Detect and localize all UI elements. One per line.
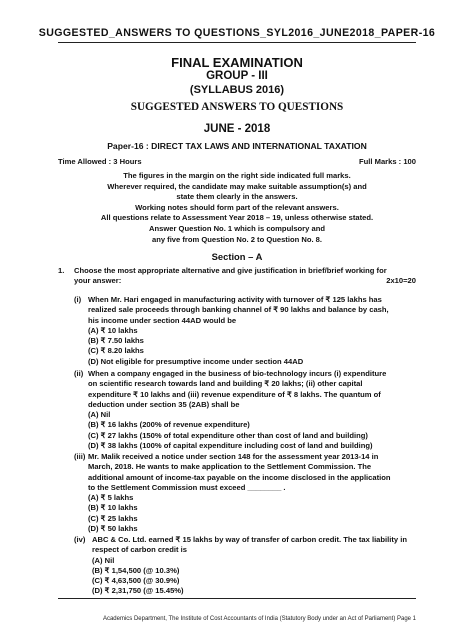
instruction-line: The figures in the margin on the right side indicated full marks. <box>123 171 351 180</box>
instruction-line: Wherever required, the candidate may make suitable assumption(s) and <box>107 181 367 191</box>
option-b: (B) ₹ 16 lakhs (200% of revenue expenditure) <box>88 420 250 430</box>
question-text-line: his income under section 44AD would be <box>88 315 237 325</box>
instruction-line: Answer Question No. 1 which is compulsory and <box>149 223 325 233</box>
exam-title: FINAL EXAMINATION <box>171 55 303 70</box>
option-a: (A) Nil <box>92 555 115 565</box>
time-allowed: Time Allowed : 3 Hours <box>58 157 142 166</box>
running-header: SUGGESTED_ANSWERS TO QUESTIONS_SYL2016_JUNE2018_PAPER-16 <box>38 27 436 39</box>
header-rule <box>58 42 416 43</box>
question-text-line: ABC & Co. Ltd. earned ₹ 15 lakhs by way of transfer of carbon credit. The tax liability in <box>92 535 407 544</box>
session-title: JUNE - 2018 <box>203 123 271 135</box>
sub-question-ii <box>88 369 386 451</box>
sub-question-i <box>88 295 389 367</box>
sub-question-iii <box>88 452 391 534</box>
option-d: (D) ₹ 50 lakhs <box>88 524 138 534</box>
instruction-line: state them clearly in the answers. <box>176 192 298 202</box>
question-text-line: to the Settlement Commission must exceed ________ . <box>88 482 286 492</box>
sub-question-number: (ii) <box>74 369 84 378</box>
option-a: (A) ₹ 10 lakhs <box>88 325 138 335</box>
option-b: (B) ₹ 10 lakhs <box>88 503 138 513</box>
option-b: (B) ₹ 1,54,500 (@ 10.3%) <box>92 565 180 575</box>
option-c: (C) ₹ 27 lakhs (150% of total expenditure other than cost of land and building) <box>88 430 368 440</box>
full-marks: Full Marks : 100 <box>359 157 416 166</box>
question-text-line: March, 2018. He wants to make application to the Settlement Commission. The <box>88 462 372 472</box>
question-text-line: realized sale proceeds through banking channel of ₹ 90 lakhs and balance by cash, <box>88 305 389 315</box>
syllabus-title: (SYLLABUS 2016) <box>189 84 285 96</box>
footer-rule <box>58 598 416 599</box>
sub-question-number: (i) <box>74 295 82 304</box>
page-footer: Academics Department, The Institute of Cost Accountants of India (Statutory Body under an Act of Parliament) Page 1 <box>102 616 416 622</box>
question-1-line-1: Choose the most appropriate alternative and give justification in brief/brief working for <box>74 266 387 275</box>
paper-title: Paper-16 : DIRECT TAX LAWS AND INTERNATIONAL TAXATION <box>107 141 367 151</box>
sub-question-number: (iii) <box>74 452 86 461</box>
option-d: (D) ₹ 2,31,750 (@ 15.45%) <box>92 586 184 596</box>
question-text-line: When Mr. Hari engaged in manufacturing activity with turnover of ₹ 125 lakhs has <box>88 295 382 304</box>
option-a: (A) ₹ 5 lakhs <box>88 493 134 503</box>
question-text-line: on scientific research towards land and building ₹ 20 lakhs; (ii) other capital <box>88 379 363 389</box>
sub-question-number: (iv) <box>74 535 86 544</box>
question-text-line: When a company engaged in the business of bio-technology incurs (i) expenditure <box>88 369 387 378</box>
option-a: (A) Nil <box>88 410 111 420</box>
question-text-line: expenditure ₹ 10 lakhs and (iii) revenue expenditure of ₹ 8 lakhs. The quantum of <box>88 389 381 399</box>
instruction-line: All questions relate to Assessment Year 2018 – 19, unless otherwise stated. <box>100 213 374 223</box>
question-1-line-2: your answer: <box>74 276 122 285</box>
question-text-line: Mr. Malik received a notice under section 148 for the assessment year 2013-14 in <box>88 452 379 461</box>
option-c: (C) ₹ 8.20 lakhs <box>88 346 144 356</box>
question-text-line: additional amount of income-tax payable on the income disclosed in the application <box>88 472 391 482</box>
question-number: 1. <box>58 266 65 275</box>
option-b: (B) ₹ 7.50 lakhs <box>88 336 144 346</box>
question-text-line: deduction under section 35 (2AB) shall be <box>88 399 240 409</box>
section-heading: Section – A <box>211 251 263 262</box>
sub-question-iv <box>92 535 407 597</box>
question-1-marks: 2x10=20 <box>386 276 416 285</box>
option-d: (D) ₹ 38 lakhs (100% of capital expenditure including cost of land and building) <box>88 441 373 451</box>
option-c: (C) ₹ 4,63,500 (@ 30.9%) <box>92 576 180 586</box>
question-text-line: respect of carbon credit is <box>92 545 187 555</box>
option-c: (C) ₹ 25 lakhs <box>88 513 138 523</box>
instructions <box>0 171 474 245</box>
option-d: (D) Not eligible for presumptive income under section 44AD <box>88 356 304 366</box>
group-title: GROUP - III <box>206 70 268 82</box>
suggested-answers-title: SUGGESTED ANSWERS TO QUESTIONS <box>130 101 344 113</box>
instruction-line: any five from Question No. 2 to Question No. 8. <box>151 234 323 244</box>
instruction-line: Working notes should form part of the relevant answers. <box>135 202 339 212</box>
